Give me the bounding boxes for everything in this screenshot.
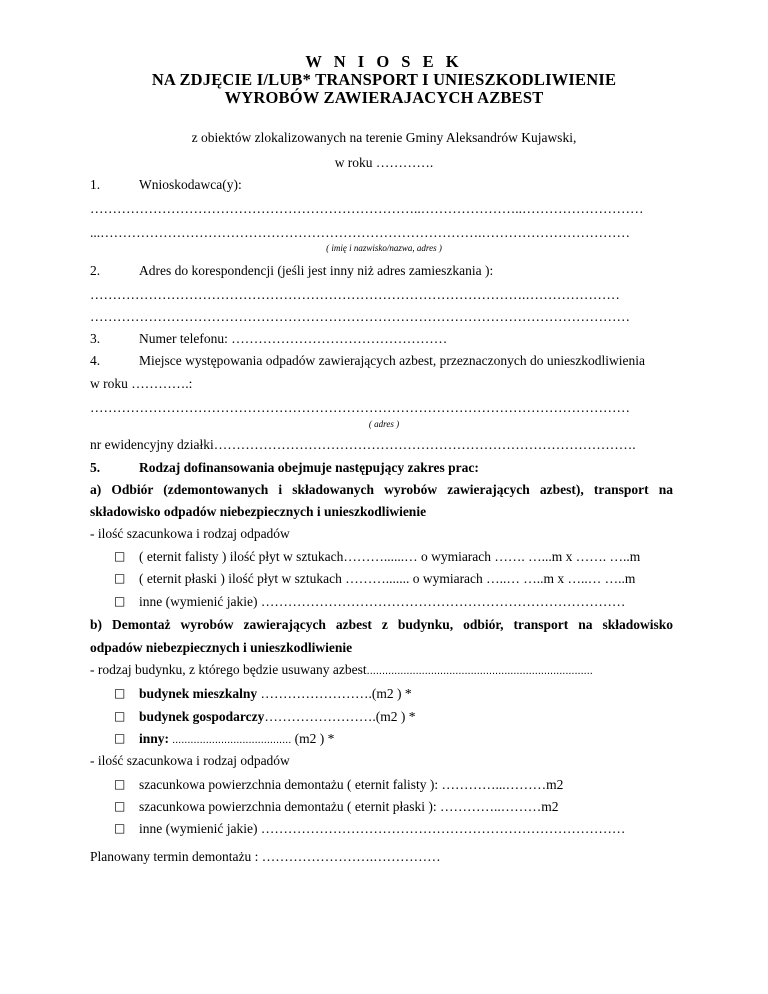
area-plaski-field[interactable]: szacunkowa powierzchnia demontażu ( eternit płaski ): …………..………m2 (139, 799, 559, 814)
residential-building-label: budynek mieszkalny (139, 686, 258, 701)
applicant-field-1[interactable]: ………………………………………………………………..…………………..……………………… (90, 201, 644, 216)
section-1-label: Wnioskodawca(y): (139, 177, 242, 192)
parcel-number-field[interactable]: nr ewidencyjny działki…………………………………………………………………………………. (90, 437, 636, 452)
building-type-label (90, 662, 593, 679)
residential-building-row (139, 686, 412, 702)
section-5-number: 5. (90, 460, 101, 475)
checkbox-other-a[interactable]: □ (114, 594, 126, 608)
section-2-number: 2. (90, 263, 101, 278)
building-type-text: - rodzaj budynku, z którego będzie usuwany azbest (90, 662, 367, 677)
other-building-field[interactable]: ....................................... (169, 734, 292, 746)
waste-location-field[interactable]: ………………………………………………………………………………………………………… (90, 400, 630, 415)
checkbox-farm-building[interactable]: □ (114, 709, 126, 723)
residential-area-field[interactable]: …………………….(m2 ) * (257, 686, 412, 701)
section-2-label: Adres do korespondencji (jeśli jest inny niż adres zamieszkania ): (139, 263, 494, 278)
checkbox-eternit-falisty[interactable]: □ (114, 549, 126, 563)
section-4-label: Miejsce występowania odpadów zawierających azbest, przeznaczonych do unieszkodliwienia (139, 353, 646, 368)
address-caption: ( adres ) (368, 419, 400, 429)
correspondence-field-2[interactable]: ………………………………………………………………………………………………………… (90, 309, 630, 324)
other-building-unit: (m2 ) * (291, 731, 335, 746)
form-title-line2: NA ZDJĘCIE I/LUB* TRANSPORT I UNIESZKODLIWIENIE (151, 70, 617, 89)
applicant-field-2[interactable]: ...………………………………………………………………………….…………………………… (90, 225, 630, 240)
section-3-number: 3. (90, 331, 101, 346)
form-title-line3: WYROBÓW ZAWIERAJACYCH AZBEST (224, 88, 544, 107)
eternit-plaski-field[interactable]: ( eternit płaski ) ilość płyt w sztukach ………....... o wymiarach …..… …..m x …..… …..m (139, 571, 636, 586)
farm-building-row (139, 709, 416, 725)
checkbox-other-building[interactable]: □ (114, 731, 126, 745)
farm-area-field[interactable]: …………………….(m2 ) * (264, 709, 416, 724)
planned-date-field[interactable]: Planowany termin demontażu : …………………….…………… (90, 849, 441, 864)
option-a-quantity-label: - ilość szacunkowa i rodzaj odpadów (90, 526, 290, 541)
section-5-label: Rodzaj dofinansowania obejmuje następujący zakres prac: (139, 460, 479, 475)
checkbox-eternit-plaski[interactable]: □ (114, 571, 126, 585)
other-b-field[interactable]: inne (wymienić jakie) ……………………………………………………………………… (139, 821, 626, 836)
section-1-number: 1. (90, 177, 101, 192)
intro-year[interactable]: w roku …………. (334, 155, 434, 170)
option-b-quantity-label: - ilość szacunkowa i rodzaj odpadów (90, 753, 290, 768)
applicant-caption: ( imię i nazwisko/nazwa, adres ) (326, 243, 442, 253)
intro-text: z obiektów zlokalizowanych na terenie Gminy Aleksandrów Kujawski, (191, 130, 577, 145)
area-falisty-field[interactable]: szacunkowa powierzchnia demontażu ( eternit falisty ): …………...………m2 (139, 777, 564, 792)
option-b-heading-cont: odpadów niebezpiecznych i unieszkodliwienie (90, 640, 353, 655)
section-4-number: 4. (90, 353, 101, 368)
option-a-heading-cont: składowisko odpadów niebezpiecznych i unieszkodliwienie (90, 504, 427, 519)
farm-building-label: budynek gospodarczy (139, 709, 265, 724)
correspondence-field-1[interactable]: …………………………………………………………………………………….………………… (90, 287, 620, 302)
form-title: W N I O S E K (305, 52, 463, 71)
option-b-heading: b) Demontaż wyrobów zawierających azbest z budynku, odbiór, transport na składowisko (90, 617, 673, 632)
checkbox-area-falisty[interactable]: □ (114, 777, 126, 791)
eternit-falisty-field[interactable]: ( eternit falisty ) ilość płyt w sztukach………......… o wymiarach ……. …...m x ……. …..m (139, 549, 641, 564)
phone-field[interactable]: Numer telefonu: ………………………………………… (139, 331, 448, 346)
checkbox-area-plaski[interactable]: □ (114, 799, 126, 813)
other-building-label: inny: (139, 731, 170, 746)
other-a-field[interactable]: inne (wymienić jakie) ……………………………………………………………………… (139, 594, 626, 609)
checkbox-residential[interactable]: □ (114, 686, 126, 700)
other-building-row (139, 731, 334, 748)
option-a-heading: a) Odbiór (zdemontowanych i składowanych wyrobów zawierających azbest), transport na (90, 482, 673, 497)
section-4-year[interactable]: w roku ………….: (90, 376, 193, 391)
building-type-field[interactable]: .......................................................................... (366, 665, 593, 677)
checkbox-other-b[interactable]: □ (114, 821, 126, 835)
